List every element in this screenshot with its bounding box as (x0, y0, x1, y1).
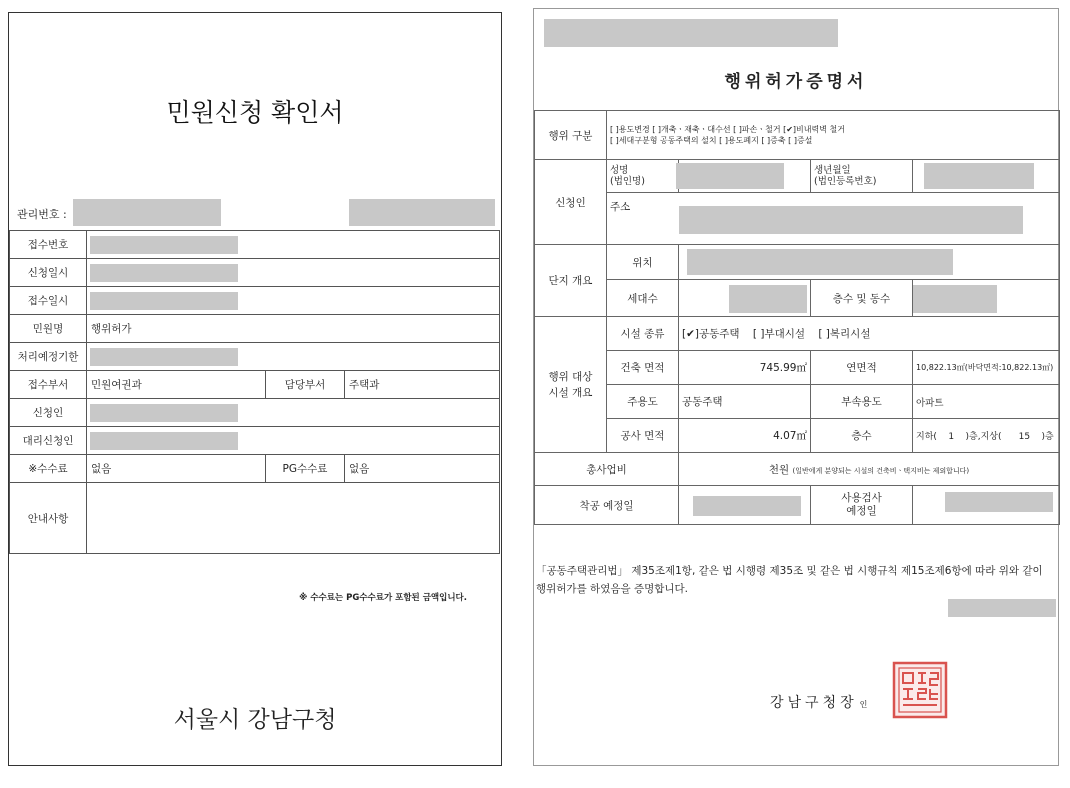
redacted-value (687, 249, 953, 275)
redacted-value (679, 206, 1023, 234)
table-row (535, 453, 1060, 486)
address-label: 주소 (610, 201, 631, 213)
fee-label: ※수수료 (10, 455, 87, 483)
act-type-options (607, 111, 1060, 160)
building-area-label: 건축 면적 (607, 351, 679, 385)
table-row (535, 193, 1060, 245)
table-row (535, 351, 1060, 385)
agent-label: 대리신청인 (10, 427, 87, 455)
sub-use-value: 아파트 (913, 385, 1060, 419)
redacted-value (90, 264, 238, 282)
redacted-value (945, 492, 1053, 512)
address-cell (607, 193, 1060, 245)
management-number-label: 관리번호 : (17, 208, 67, 221)
act-permit-certificate (533, 8, 1059, 766)
redacted-value (676, 163, 784, 189)
households-value (679, 280, 811, 317)
table-row (10, 315, 500, 343)
facility-label (535, 317, 607, 453)
applicant-label: 신청인 (535, 160, 607, 245)
project-cost-value (679, 453, 1060, 486)
birth-value (913, 160, 1060, 193)
location-label: 위치 (607, 245, 679, 280)
table-row (535, 419, 1060, 453)
official-seal-icon (892, 661, 948, 719)
redacted-value (90, 348, 238, 366)
redacted-value (729, 285, 807, 313)
act-type-label: 행위 구분 (535, 111, 607, 160)
main-use-label: 주용도 (607, 385, 679, 419)
table-row (535, 245, 1060, 280)
start-date-value (679, 486, 811, 525)
issuing-office: 서울시 강남구청 (173, 707, 337, 733)
name-value (679, 160, 811, 193)
table-row (10, 427, 500, 455)
pg-fee-label: PG수수료 (266, 455, 345, 483)
redacted-management-number (73, 199, 221, 226)
deadline-value (87, 343, 500, 371)
notes-label: 안내사항 (10, 483, 87, 554)
table-row (10, 287, 500, 315)
applicant-value (87, 399, 500, 427)
certificate-table (534, 110, 1060, 525)
table-row (10, 259, 500, 287)
table-row (535, 486, 1060, 525)
table-row (535, 317, 1060, 351)
charge-dept-value: 주택과 (345, 371, 500, 399)
table-row (535, 160, 1060, 193)
redacted-value (924, 163, 1034, 189)
building-area-value: 745.99㎡ (679, 351, 811, 385)
pg-fee-value: 없음 (345, 455, 500, 483)
redacted-value (90, 292, 238, 310)
floor-count-value: 지하( 1 )층,지상( 15 )층 (913, 419, 1060, 453)
project-cost-label: 총사업비 (535, 453, 679, 486)
table-row (535, 280, 1060, 317)
receipt-number-label: 접수번호 (10, 231, 87, 259)
table-row (10, 371, 500, 399)
facility-type-value: [✔]공동주택 [ ]부대시설 [ ]복리시설 (679, 317, 1060, 351)
redacted-value (90, 236, 238, 254)
applicant-label: 신청인 (10, 399, 87, 427)
fee-value: 없음 (87, 455, 266, 483)
redacted-header (544, 19, 838, 47)
floor-count-label: 층수 (811, 419, 913, 453)
main-use-value: 공동주택 (679, 385, 811, 419)
notes-value (87, 483, 500, 554)
inspection-date-label: 사용검사 예정일 (811, 486, 913, 525)
table-row (10, 455, 500, 483)
receipt-datetime-value (87, 287, 500, 315)
petition-confirmation-document (8, 12, 502, 766)
table-row (10, 343, 500, 371)
name-label: 성명 (법인명) (607, 160, 679, 193)
floors-buildings-value (913, 280, 1060, 317)
work-area-label: 공사 면적 (607, 419, 679, 453)
deadline-label: 처리예정기한 (10, 343, 87, 371)
petition-name-label: 민원명 (10, 315, 87, 343)
receiving-dept-value: 민원여권과 (87, 371, 266, 399)
apply-datetime-label: 신청일시 (10, 259, 87, 287)
charge-dept-label: 담당부서 (266, 371, 345, 399)
start-date-label: 착공 예정일 (535, 486, 679, 525)
complex-label: 단지 개요 (535, 245, 607, 317)
legal-statement: 「공동주택관리법」 제35조제1항, 같은 법 시행령 제35조 및 같은 법 시행규칙 제15조제6항에 따라 위와 같이 행위허가를 하였음을 증명합니다. (536, 565, 1043, 595)
redacted-value (90, 432, 238, 450)
work-area-value: 4.07㎡ (679, 419, 811, 453)
issuer-name: 강남구청장 (770, 695, 858, 711)
facility-type-label: 시설 종류 (607, 317, 679, 351)
table-row (10, 483, 500, 554)
facility-label-line1: 행위 대상 (548, 370, 593, 383)
redacted-value (693, 496, 801, 516)
receipt-datetime-label: 접수일시 (10, 287, 87, 315)
table-row (535, 385, 1060, 419)
floors-buildings-label: 층수 및 동수 (811, 280, 913, 317)
act-type-line2: [ ]세대구분형 공동주택의 설치 [ ]용도폐지 [ ]증축 [ ]증설 (610, 136, 813, 145)
project-cost-unit: 천원 (768, 463, 790, 476)
certificate-title: 행위허가증명서 (724, 72, 868, 92)
households-label: 세대수 (607, 280, 679, 317)
location-value (679, 245, 1060, 280)
redacted-value (913, 285, 997, 313)
table-row (10, 399, 500, 427)
redacted-issue-date (948, 599, 1056, 617)
project-cost-note: (일반에게 분양되는 시설의 건축비ㆍ택지비는 제외합니다) (792, 466, 970, 475)
birth-label: 생년월일 (법인등록번호) (811, 160, 913, 193)
total-area-value: 10,822.13㎡(바닥면적:10,822.13㎡) (913, 351, 1060, 385)
petition-info-table (9, 230, 500, 554)
redacted-block (349, 199, 495, 226)
agent-value (87, 427, 500, 455)
seal-mark-label: 인 (859, 700, 868, 709)
redacted-value (90, 404, 238, 422)
document-title: 민원신청 확인서 (166, 98, 344, 127)
table-row (10, 231, 500, 259)
issuer-signature-line (770, 692, 867, 712)
total-area-label: 연면적 (811, 351, 913, 385)
receiving-dept-label: 접수부서 (10, 371, 87, 399)
fee-note: ※ 수수료는 PG수수료가 포함된 금액입니다. (299, 593, 467, 603)
facility-label-line2: 시설 개요 (548, 386, 593, 399)
sub-use-label: 부속용도 (811, 385, 913, 419)
receipt-number-value (87, 231, 500, 259)
apply-datetime-value (87, 259, 500, 287)
act-type-line1: [ ]용도변경 [ ]개축ㆍ재축ㆍ대수선 [ ]파손ㆍ철거 [✔]비내력벽 철거 (610, 125, 845, 134)
inspection-date-value (913, 486, 1060, 525)
table-row (535, 111, 1060, 160)
petition-name-value: 행위허가 (87, 315, 500, 343)
